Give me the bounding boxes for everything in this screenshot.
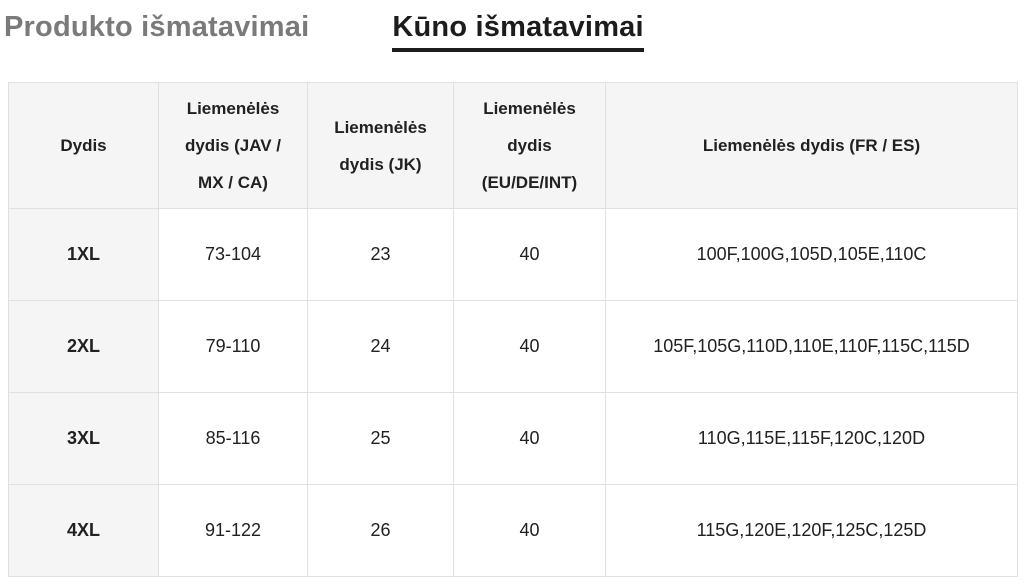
eu-de-int-cell: 40: [454, 209, 606, 301]
size-table-container: [8, 82, 1017, 577]
jk-cell: 25: [308, 393, 454, 485]
jk-cell: 26: [308, 485, 454, 577]
eu-de-int-cell: 40: [454, 301, 606, 393]
table-row: [9, 301, 1018, 393]
eu-de-int-cell: 40: [454, 393, 606, 485]
tab-kuno-ismatavimai[interactable]: Kūno išmatavimai: [392, 10, 643, 52]
size-table: [8, 82, 1018, 577]
size-chart-tabs: [0, 0, 1024, 62]
jk-cell: 23: [308, 209, 454, 301]
column-header-eu-de-int: Liemenėlės dydis (EU/DE/INT): [454, 83, 606, 209]
table-row: [9, 209, 1018, 301]
tab-produkto-ismatavimai[interactable]: Produkto išmatavimai: [4, 11, 310, 43]
size-cell: 3XL: [9, 393, 159, 485]
table-row: [9, 485, 1018, 577]
column-header-fr-es: Liemenėlės dydis (FR / ES): [606, 83, 1018, 209]
fr-es-cell: 110G,115E,115F,120C,120D: [606, 393, 1018, 485]
jav-mx-ca-cell: 85-116: [159, 393, 308, 485]
eu-de-int-cell: 40: [454, 485, 606, 577]
header-row: [9, 83, 1018, 209]
jav-mx-ca-cell: 73-104: [159, 209, 308, 301]
column-header-jk: Liemenėlės dydis (JK): [308, 83, 454, 209]
size-table-body: [9, 209, 1018, 577]
column-header-jav-mx-ca: Liemenėlės dydis (JAV / MX / CA): [159, 83, 308, 209]
fr-es-cell: 100F,100G,105D,105E,110C: [606, 209, 1018, 301]
jav-mx-ca-cell: 91-122: [159, 485, 308, 577]
fr-es-cell: 105F,105G,110D,110E,110F,115C,115D: [606, 301, 1018, 393]
jav-mx-ca-cell: 79-110: [159, 301, 308, 393]
size-cell: 1XL: [9, 209, 159, 301]
column-header-dydis: Dydis: [9, 83, 159, 209]
size-table-header: [9, 83, 1018, 209]
fr-es-cell: 115G,120E,120F,125C,125D: [606, 485, 1018, 577]
jk-cell: 24: [308, 301, 454, 393]
size-cell: 4XL: [9, 485, 159, 577]
size-cell: 2XL: [9, 301, 159, 393]
table-row: [9, 393, 1018, 485]
